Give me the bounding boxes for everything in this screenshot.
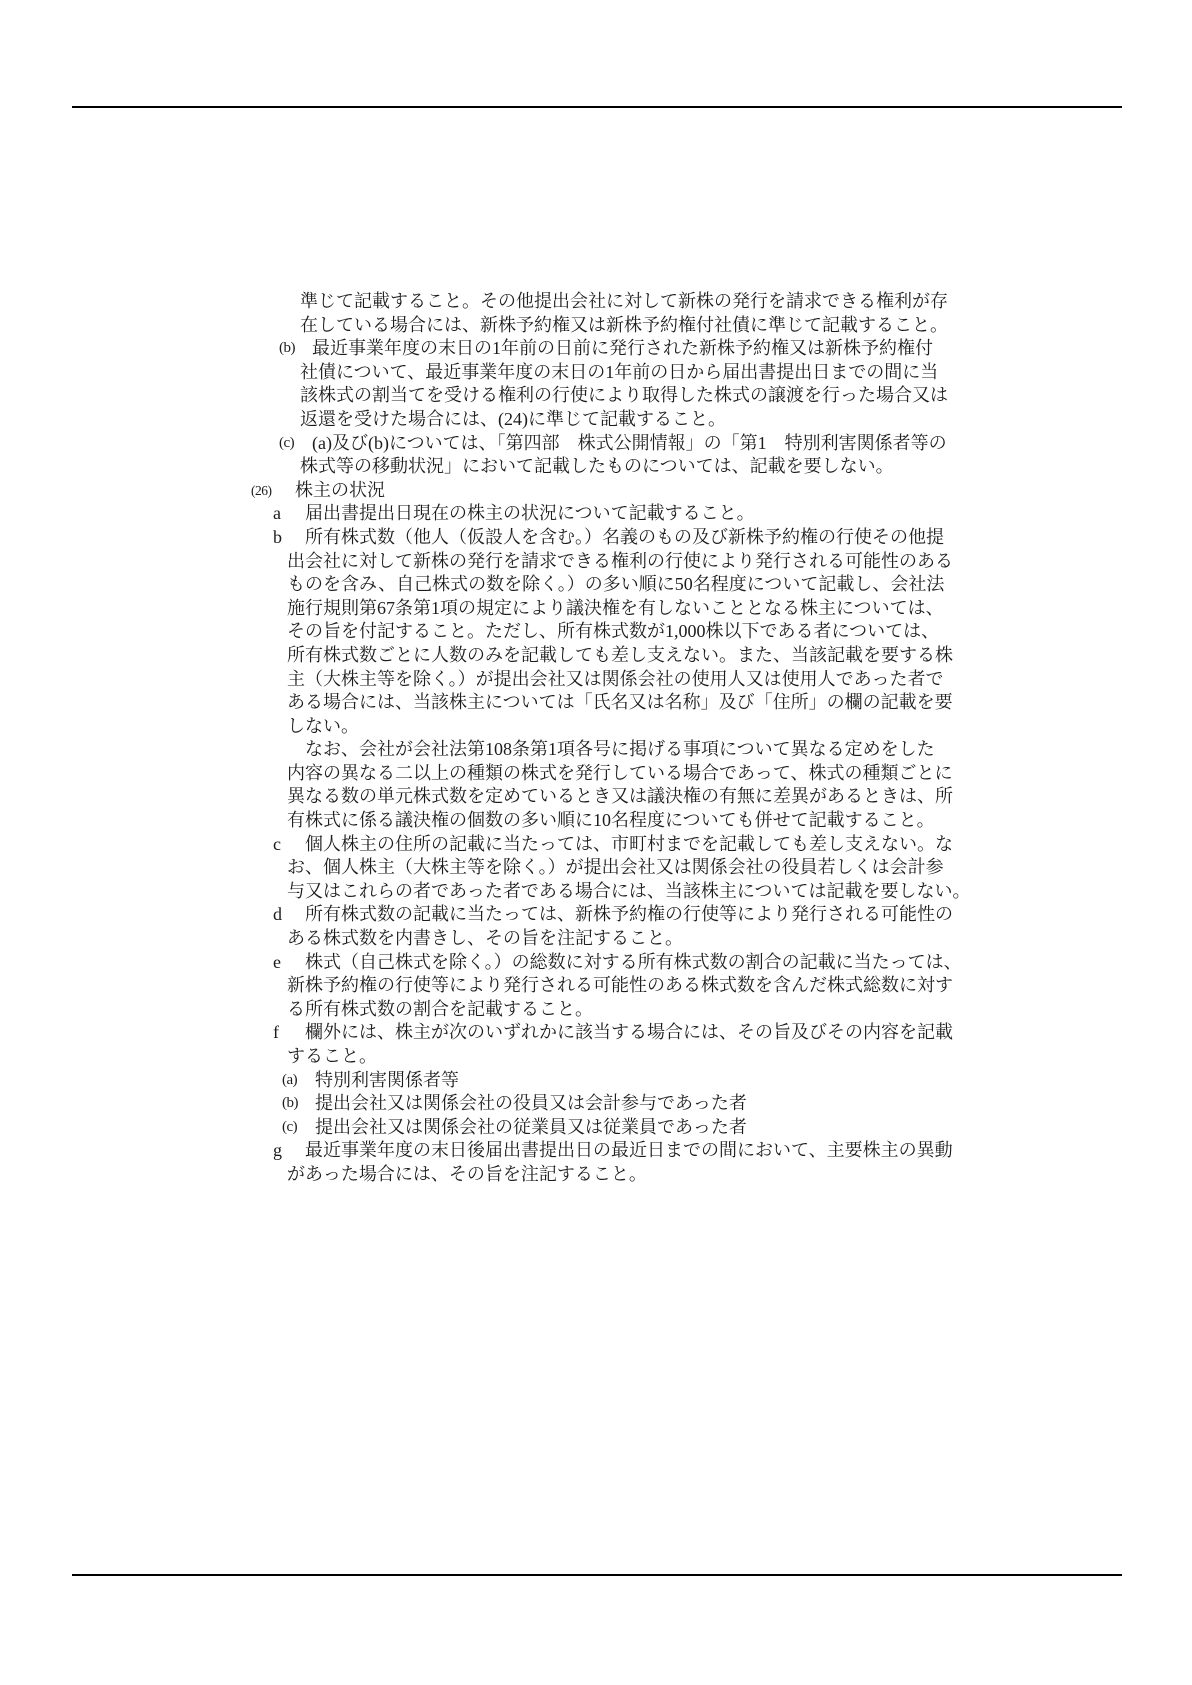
text-line [0,644,1192,668]
text-line [0,432,1192,456]
text-line [0,408,1192,432]
line-text: 内容の異なる二以上の種類の株式を発行している場合であって、株式の種類ごとに [287,762,953,783]
text-line [0,715,1192,739]
text-line [0,785,1192,809]
item-label: (c) [279,434,295,451]
text-block [0,290,1192,1187]
text-line [0,502,1192,526]
line-text: 最近事業年度の末日後届出書提出日の最近日までの間において、主要株主の異動 [305,1140,953,1161]
item-label: b [273,526,282,547]
text-line [0,927,1192,951]
text-line [0,833,1192,857]
text-line [0,1116,1192,1140]
text-line [0,361,1192,385]
text-line [0,1069,1192,1093]
line-text: 新株予約権の行使等により発行される可能性のある株式数を含んだ株式総数に対す [287,975,953,996]
item-label: f [273,1022,279,1043]
line-text: ある場合には、当該株主については「氏名又は名称」及び「住所」の欄の記載を要 [287,692,953,713]
text-line [0,620,1192,644]
text-line [0,290,1192,314]
text-line [0,998,1192,1022]
line-text: なお、会社が会社法第108条第1項各号に掲げる事項について異なる定めをした [305,739,935,760]
line-text: しない。 [287,715,359,736]
line-text: (a)及び(b)については、「第四部 株式公開情報」の「第1 特別利害関係者等の [312,432,947,453]
line-text: 有株式に係る議決権の個数の多い順に10名程度についても併せて記載すること。 [287,810,935,831]
item-label: (c) [282,1118,298,1135]
line-text: 施行規則第67条第1項の規定により議決権を有しないこととなる株主については、 [287,597,944,618]
text-line [0,903,1192,927]
line-text: 該株式の割当てを受ける権利の行使により取得した株式の譲渡を行った場合又は [300,385,948,406]
line-text: 個人株主の住所の記載に当たっては、市町村までを記載しても差し支えない。な [305,833,953,854]
item-label: c [273,833,281,854]
item-number-label: (26) [251,482,272,498]
line-text: 与又はこれらの者であった者である場合には、当該株主については記載を要しない。 [287,880,971,901]
item-label: (a) [282,1071,298,1088]
line-text: 異なる数の単元株式数を定めているとき又は議決権の有無に差異があるときは、所 [287,786,953,807]
text-line [0,384,1192,408]
line-text: る所有株式数の割合を記載すること。 [287,998,593,1019]
text-line [0,856,1192,880]
text-line [0,1139,1192,1163]
text-line [0,1045,1192,1069]
line-text: 返還を受けた場合には、(24)に準じて記載すること。 [300,408,726,429]
line-text: 在している場合には、新株予約権又は新株予約権付社債に準じて記載すること。 [300,314,948,335]
line-text: 準じて記載すること。その他提出会社に対して新株の発行を請求できる権利が存 [300,291,948,311]
line-text: お、個人株主（大株主等を除く。）が提出会社又は関係会社の役員若しくは会計参 [287,857,944,878]
text-line [0,1163,1192,1187]
line-text: 所有株式数の記載に当たっては、新株予約権の行使等により発行される可能性の [305,904,953,925]
text-line [0,597,1192,621]
line-text: 届出書提出日現在の株主の状況について記載すること。 [305,503,755,524]
text-line [0,951,1192,975]
item-label: a [273,503,281,524]
footer-rule [72,1574,1122,1576]
line-text: 提出会社又は関係会社の従業員又は従業員であった者 [315,1116,747,1137]
text-line [0,455,1192,479]
text-line [0,1092,1192,1116]
text-line [0,974,1192,998]
section-title: 株主の状況 [295,479,385,500]
text-line [0,526,1192,550]
line-text: 主（大株主等を除く。）が提出会社又は関係会社の使用人又は使用人であった者で [287,668,944,689]
item-label: e [273,951,281,972]
line-text: ある株式数を内書きし、その旨を注記すること。 [287,928,683,949]
line-text: 株式等の移動状況」において記載したものについては、記載を要しない。 [300,456,894,477]
text-line [0,762,1192,786]
line-text: 社債について、最近事業年度の末日の1年前の日から届出書提出日までの間に当 [300,361,939,382]
text-line [0,337,1192,361]
line-text: その旨を付記すること。ただし、所有株式数が1,000株以下である者については、 [287,621,940,642]
text-line [0,479,1192,503]
line-text: すること。 [287,1046,377,1066]
text-line [0,573,1192,597]
line-text: 提出会社又は関係会社の役員又は会計参与であった者 [315,1093,747,1114]
header-rule [72,106,1122,108]
item-label: (b) [282,1095,298,1112]
line-text: 出会社に対して新株の発行を請求できる権利の行使により発行される可能性のある [287,550,953,571]
text-line [0,314,1192,338]
line-text: 所有株式数（他人（仮設人を含む。）名義のもの及び新株予約権の行使その他提 [305,526,944,547]
line-text: 特別利害関係者等 [315,1069,459,1090]
line-text: 最近事業年度の末日の1年前の日前に発行された新株予約権又は新株予約権付 [312,338,933,359]
line-text: があった場合には、その旨を注記すること。 [287,1163,647,1184]
line-text: 所有株式数ごとに人数のみを記載しても差し支えない。また、当該記載を要する株 [287,644,953,665]
line-text: 欄外には、株主が次のいずれかに該当する場合には、その旨及びその内容を記載 [305,1022,953,1043]
text-line [0,550,1192,574]
line-text: ものを含み、自己株式の数を除く。）の多い順に50名程度について記載し、会社法 [287,574,945,595]
text-line [0,809,1192,833]
line-text: 株式（自己株式を除く。）の総数に対する所有株式数の割合の記載に当たっては、 [305,951,962,972]
text-line [0,880,1192,904]
item-label: g [273,1140,282,1161]
text-line [0,738,1192,762]
text-line [0,691,1192,715]
text-line [0,668,1192,692]
item-label: d [273,904,282,925]
text-line [0,1021,1192,1045]
item-label: (b) [279,340,295,357]
